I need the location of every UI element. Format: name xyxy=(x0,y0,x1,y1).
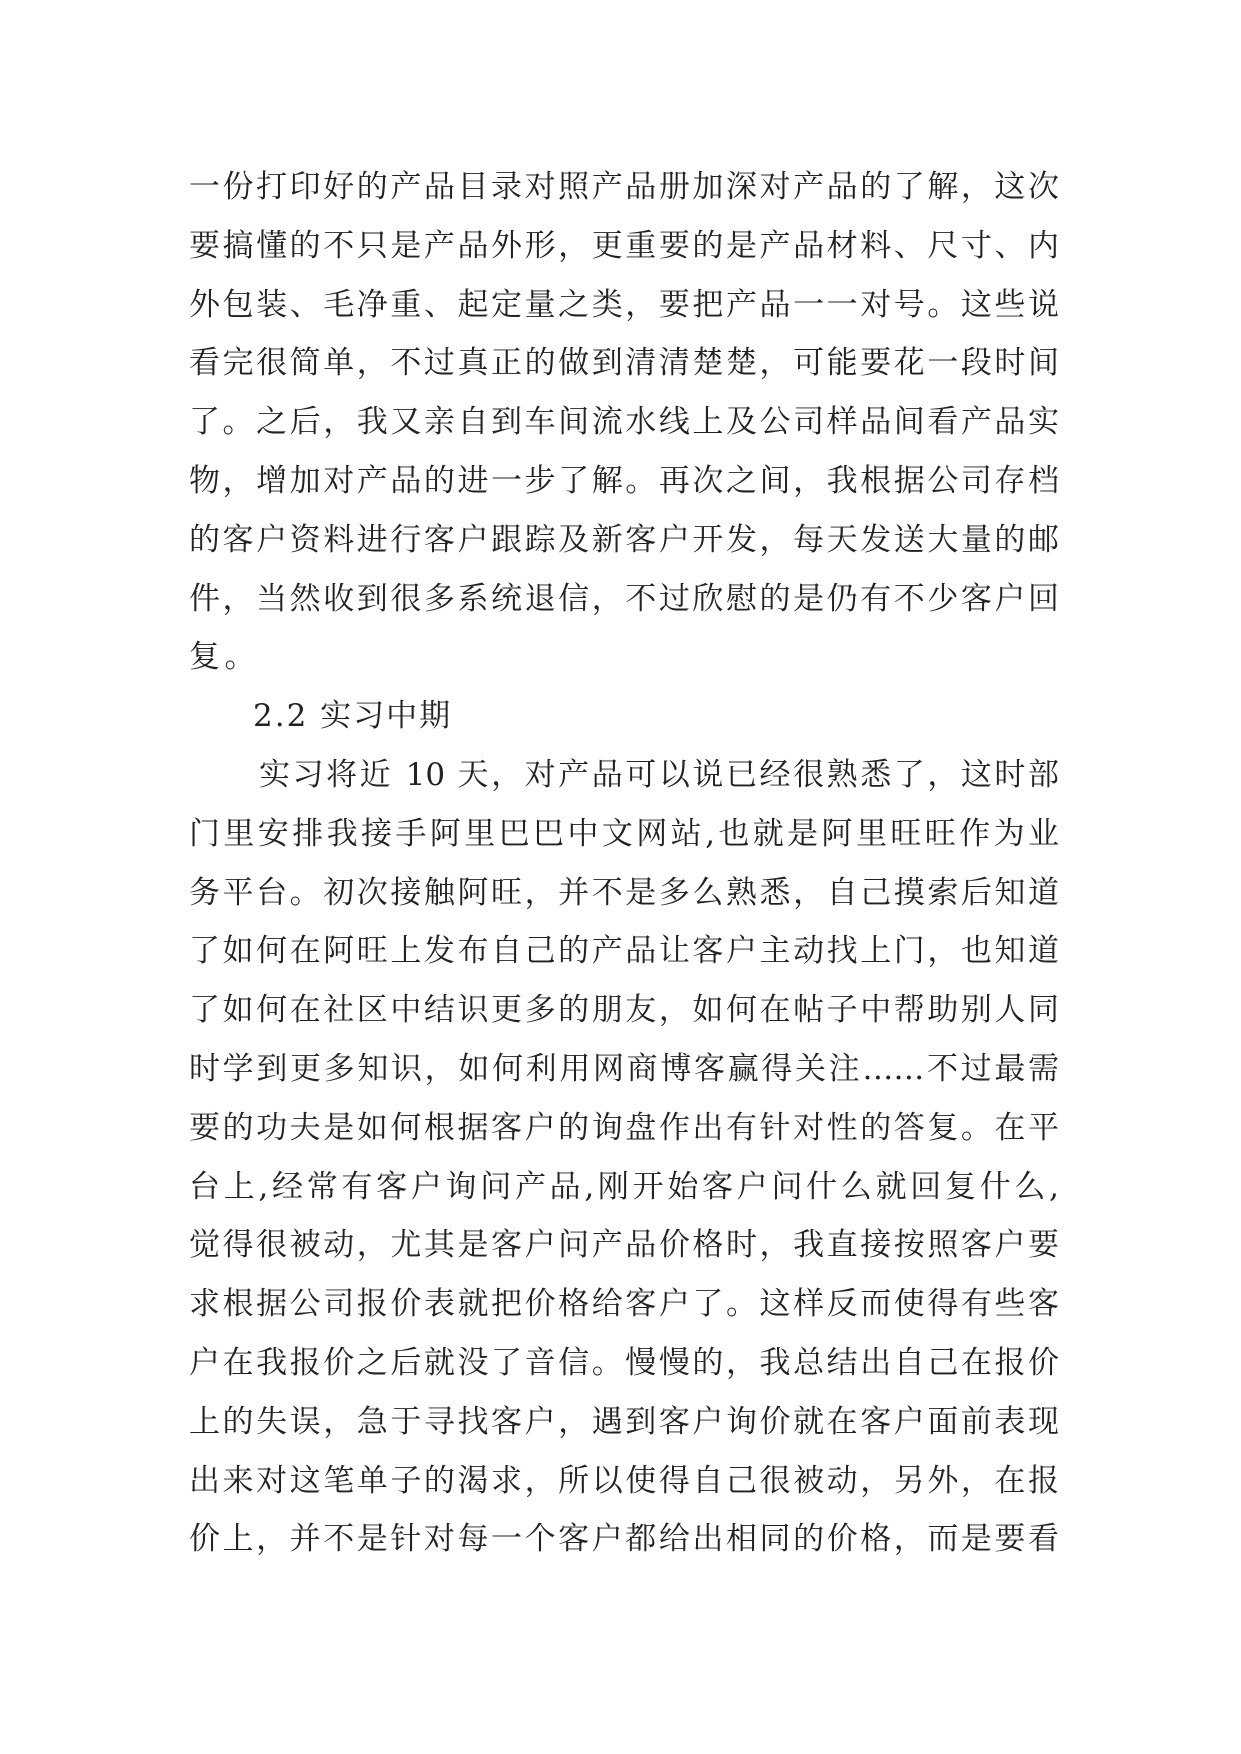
text-line: 复。 xyxy=(189,639,260,676)
text-line: 出来对这笔单子的渴求，所以使得自己很被动，另外，在报 xyxy=(189,1462,1059,1499)
text-line: 实习将近 10 天，对产品可以说已经很熟悉了，这时部 xyxy=(259,756,1059,793)
text-line: 看完很简单，不过真正的做到清清楚楚，可能要花一段时间 xyxy=(189,345,1059,382)
text-line: 了如何在社区中结识更多的朋友，如何在帖子中帮助别人同 xyxy=(189,992,1059,1029)
text-line: 台上,经常有客户询问产品,刚开始客户问什么就回复什么, xyxy=(189,1168,1059,1205)
text-line: 求根据公司报价表就把价格给客户了。这样反而使得有些客 xyxy=(189,1286,1059,1323)
text-line: 户在我报价之后就没了音信。慢慢的，我总结出自己在报价 xyxy=(189,1344,1059,1381)
text-line: 要搞懂的不只是产品外形，更重要的是产品材料、尺寸、内 xyxy=(189,227,1059,264)
document-body xyxy=(189,158,1059,1569)
text-line: 价上，并不是针对每一个客户都给出相同的价格，而是要看 xyxy=(189,1521,1059,1558)
text-line: 物，增加对产品的进一步了解。再次之间，我根据公司存档 xyxy=(189,462,1059,499)
text-line: 了。之后，我又亲自到车间流水线上及公司样品间看产品实 xyxy=(189,404,1059,441)
text-line: 门里安排我接手阿里巴巴中文网站,也就是阿里旺旺作为业 xyxy=(189,815,1059,852)
paragraph-continued xyxy=(189,158,1059,687)
text-line: 外包装、毛净重、起定量之类，要把产品一一对号。这些说 xyxy=(189,286,1059,323)
text-line: 务平台。初次接触阿旺，并不是多么熟悉，自己摸索后知道 xyxy=(189,874,1059,911)
text-line: 一份打印好的产品目录对照产品册加深对产品的了解，这次 xyxy=(189,169,1059,205)
paragraph-internship-middle xyxy=(189,746,1059,1569)
text-line: 要的功夫是如何根据客户的询盘作出有针对性的答复。在平 xyxy=(189,1109,1059,1146)
text-line: 了如何在阿旺上发布自己的产品让客户主动找上门，也知道 xyxy=(189,933,1059,970)
text-line: 时学到更多知识，如何利用网商博客赢得关注……不过最需 xyxy=(189,1050,1059,1087)
text-line: 件，当然收到很多系统退信，不过欣慰的是仍有不少客户回 xyxy=(189,580,1059,617)
text-line: 上的失误，急于寻找客户，遇到客户询价就在客户面前表现 xyxy=(189,1403,1059,1440)
text-line: 觉得很被动，尤其是客户问产品价格时，我直接按照客户要 xyxy=(189,1227,1059,1264)
text-line: 的客户资料进行客户跟踪及新客户开发，每天发送大量的邮 xyxy=(189,521,1059,558)
section-heading: 2.2 实习中期 xyxy=(253,698,453,735)
